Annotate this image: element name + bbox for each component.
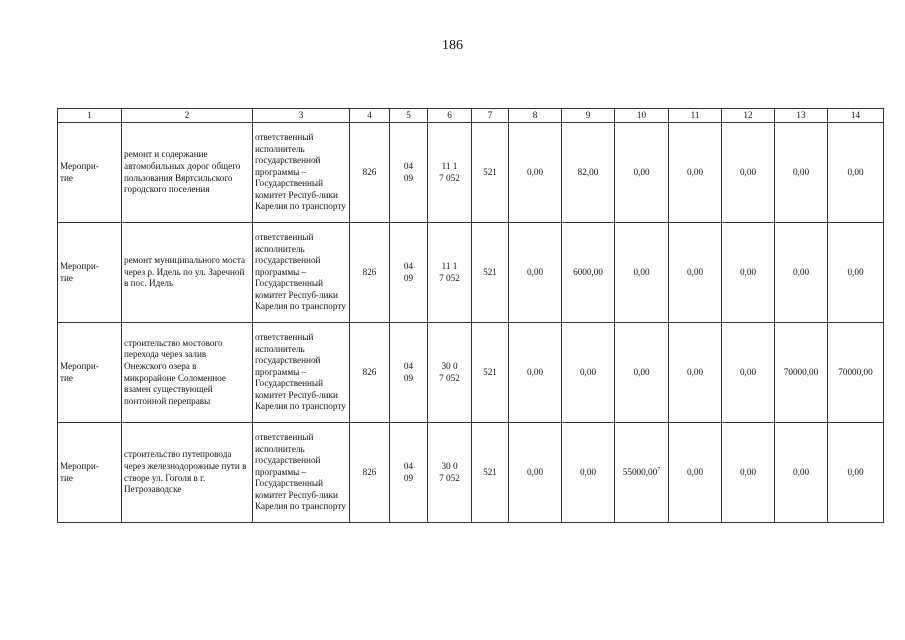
responsible-executor: ответственный исполнитель государственной программы – Государственный комитет Респуб-лики Карелия по транспорту xyxy=(253,123,350,223)
value-col-14: 0,00 xyxy=(828,123,884,223)
footnote-marker: 7 xyxy=(657,466,661,473)
measure-type-cell: Меропри- тие xyxy=(58,323,122,423)
header-row xyxy=(58,109,884,123)
column-header: 6 xyxy=(428,109,472,123)
section-code: 04 09 xyxy=(390,423,428,523)
value-col-13: 0,00 xyxy=(775,123,828,223)
value-col-11: 0,00 xyxy=(669,323,722,423)
measure-type-cell: Меропри- тие xyxy=(58,123,122,223)
column-header: 13 xyxy=(775,109,828,123)
column-header: 14 xyxy=(828,109,884,123)
value-col-12: 0,00 xyxy=(722,423,775,523)
target-article-code: 30 0 7 052 xyxy=(428,323,472,423)
value-col-10: 0,00 xyxy=(615,223,669,323)
value-col-14: 70000,00 xyxy=(828,323,884,423)
target-article-code: 11 1 7 052 xyxy=(428,223,472,323)
value-col-8: 0,00 xyxy=(509,423,562,523)
responsible-executor: ответственный исполнитель государственной программы – Государственный комитет Респуб-лики Карелия по транспорту xyxy=(253,223,350,323)
value-col-9: 0,00 xyxy=(562,323,615,423)
value-col-13: 70000,00 xyxy=(775,323,828,423)
measure-description: ремонт муниципального моста через р. Идель по ул. Заречной в пос. Идель xyxy=(122,223,253,323)
expense-type-code: 521 xyxy=(472,223,509,323)
value-col-9: 0,00 xyxy=(562,423,615,523)
expense-type-code: 521 xyxy=(472,123,509,223)
responsible-executor: ответственный исполнитель государственной программы – Государственный комитет Респуб-лики Карелия по транспорту xyxy=(253,323,350,423)
value-col-10: 0,00 xyxy=(615,323,669,423)
column-header: 10 xyxy=(615,109,669,123)
value-col-12: 0,00 xyxy=(722,123,775,223)
table-row xyxy=(58,323,884,423)
grbs-code: 826 xyxy=(350,223,390,323)
value-col-9: 82,00 xyxy=(562,123,615,223)
column-header: 4 xyxy=(350,109,390,123)
value-col-11: 0,00 xyxy=(669,223,722,323)
value-col-10: 0,00 xyxy=(615,123,669,223)
section-code: 04 09 xyxy=(390,223,428,323)
table-row xyxy=(58,423,884,523)
value-col-8: 0,00 xyxy=(509,223,562,323)
value-col-11: 0,00 xyxy=(669,123,722,223)
value-col-12: 0,00 xyxy=(722,223,775,323)
column-header: 7 xyxy=(472,109,509,123)
grbs-code: 826 xyxy=(350,123,390,223)
column-header: 3 xyxy=(253,109,350,123)
table-row xyxy=(58,123,884,223)
program-measures-table xyxy=(57,108,884,523)
measure-description: строительство мостового перехода через залив Онежского озера в микрорайоне Соломенное взамен существующей понтонной переправы xyxy=(122,323,253,423)
measure-type-cell: Меропри- тие xyxy=(58,223,122,323)
value-col-13: 0,00 xyxy=(775,223,828,323)
target-article-code: 11 1 7 052 xyxy=(428,123,472,223)
column-header: 11 xyxy=(669,109,722,123)
value-col-8: 0,00 xyxy=(509,323,562,423)
value-col-12: 0,00 xyxy=(722,323,775,423)
expense-type-code: 521 xyxy=(472,423,509,523)
grbs-code: 826 xyxy=(350,323,390,423)
expense-type-code: 521 xyxy=(472,323,509,423)
measure-description: ремонт и содержание автомобильных дорог общего пользования Вяртсильского городского поселения xyxy=(122,123,253,223)
grbs-code: 826 xyxy=(350,423,390,523)
value-col-14: 0,00 xyxy=(828,423,884,523)
section-code: 04 09 xyxy=(390,123,428,223)
section-code: 04 09 xyxy=(390,323,428,423)
column-header: 8 xyxy=(509,109,562,123)
table-row xyxy=(58,223,884,323)
column-header: 12 xyxy=(722,109,775,123)
value-col-14: 0,00 xyxy=(828,223,884,323)
page-number: 186 xyxy=(442,38,463,53)
value-col-8: 0,00 xyxy=(509,123,562,223)
value-col-13: 0,00 xyxy=(775,423,828,523)
measure-type-cell: Меропри- тие xyxy=(58,423,122,523)
value-col-11: 0,00 xyxy=(669,423,722,523)
column-header: 5 xyxy=(390,109,428,123)
value-col-10: 55000,00$^7$ xyxy=(615,423,669,523)
value-col-9: 6000,00 xyxy=(562,223,615,323)
responsible-executor: ответственный исполнитель государственной программы – Государственный комитет Респуб-лики Карелия по транспорту xyxy=(253,423,350,523)
column-header: 1 xyxy=(58,109,122,123)
column-header: 2 xyxy=(122,109,253,123)
column-header: 9 xyxy=(562,109,615,123)
target-article-code: 30 0 7 052 xyxy=(428,423,472,523)
measure-description: строительство путепровода через железнодорожные пути в створе ул. Гоголя в г. Петрозаводске xyxy=(122,423,253,523)
